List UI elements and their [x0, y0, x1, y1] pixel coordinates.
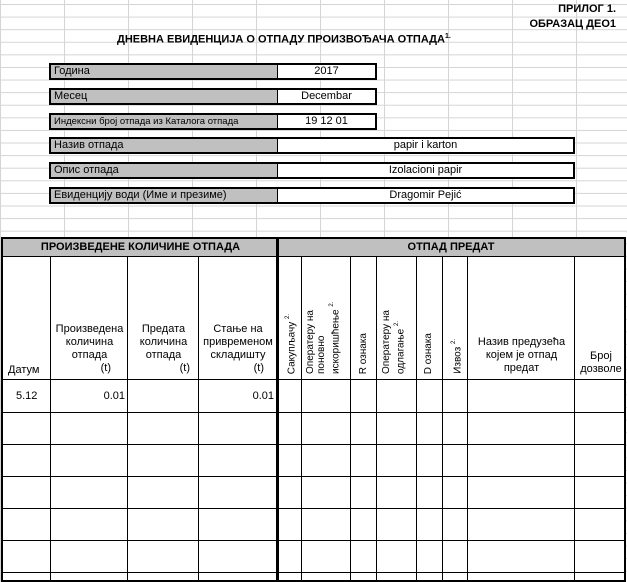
column-divider [467, 256, 468, 580]
keeper-row [49, 187, 575, 204]
row-line [3, 412, 624, 413]
column-divider [416, 256, 417, 580]
document-title-text: ДНЕВНА ЕВИДЕНЦИЈА О ОТПАДУ ПРОИЗВОЂАЧА ОТПАДА [117, 33, 445, 46]
r-mark-column-header: R ознака [358, 332, 369, 374]
column-divider [198, 256, 199, 580]
disposal-operator-footnote: 2. [394, 320, 400, 326]
handed-group-header: ОТПАД ПРЕДАТ [278, 239, 624, 257]
disposal-operator-header-text: Оператеру на одлагање [381, 310, 407, 374]
stock-header-text: Стање на привременом складишту [203, 323, 273, 361]
waste-name-row [49, 137, 575, 154]
row1-date[interactable]: 5.12 [16, 390, 38, 402]
description-field[interactable]: Izolacioni papir [277, 164, 573, 177]
date-column-header: Датум [8, 364, 40, 376]
row-line [3, 444, 624, 445]
produced-unit: (t) [100, 362, 111, 374]
year-field[interactable]: 2017 [277, 65, 375, 78]
reuse-operator-footnote: 2. [329, 301, 335, 307]
stock-unit: (t) [253, 362, 264, 374]
export-header-text: Извоз [452, 346, 464, 374]
annex-header [529, 2, 616, 32]
month-label: Месец [51, 90, 277, 103]
column-divider [376, 256, 377, 580]
row1-stock[interactable]: 0.01 [252, 390, 274, 402]
collector-column-header [283, 314, 297, 374]
index-row [49, 113, 377, 130]
row1-produced[interactable]: 0.01 [103, 390, 125, 402]
form-label: ОБРАЗАЦ ДЕО1 [529, 18, 616, 30]
waste-records-table [1, 237, 626, 582]
collector-footnote: 2. [285, 313, 291, 319]
row-line [3, 508, 624, 509]
collector-header-text: Сакупљачу [286, 321, 298, 374]
waste-name-field[interactable]: papir i karton [277, 139, 573, 152]
column-divider [442, 256, 443, 580]
handed-header-text: Предата количина отпада [139, 323, 188, 361]
company-column-header: Назив предузећа којем је отпад предат [477, 336, 566, 374]
export-footnote: 2. [451, 339, 457, 345]
header-bottom-line [3, 379, 624, 380]
column-divider [301, 256, 302, 580]
row-line [3, 476, 624, 477]
month-row [49, 88, 377, 105]
export-column-header [449, 339, 463, 374]
description-row [49, 162, 575, 179]
reuse-operator-column-header [305, 286, 345, 374]
waste-name-label: Назив отпада [51, 139, 277, 152]
keeper-field[interactable]: Dragomir Pejić [277, 189, 573, 202]
column-divider [350, 256, 351, 580]
stock-column-header [200, 323, 276, 375]
column-divider [127, 256, 128, 580]
produced-header-text: Произведена количина отпада [55, 323, 124, 361]
row-line [3, 572, 624, 573]
description-label: Опис отпада [51, 164, 277, 177]
handed-unit: (t) [179, 362, 190, 374]
year-label: Година [51, 65, 277, 78]
disposal-operator-column-header [381, 286, 411, 374]
permit-column-header: Број дозволе [580, 350, 622, 375]
keeper-label: Евиденцију води (Име и презиме) [51, 189, 277, 202]
produced-column-header [52, 323, 127, 375]
handed-column-header [129, 323, 198, 375]
month-field[interactable]: Decembar [277, 90, 375, 103]
document-title [117, 33, 451, 46]
index-field[interactable]: 19 12 01 [277, 115, 375, 128]
column-divider [574, 256, 575, 580]
produced-group-header: ПРОИЗВЕДЕНЕ КОЛИЧИНЕ ОТПАДА [3, 239, 278, 257]
row-line [3, 540, 624, 541]
reuse-operator-header-text: Оператеру на поновно искоришћење [305, 309, 342, 374]
index-label: Индексни број отпада из Каталога отпада [51, 115, 277, 128]
column-divider [50, 256, 51, 580]
annex-label: ПРИЛОГ 1. [558, 3, 616, 15]
year-row [49, 63, 377, 80]
group-divider [276, 239, 279, 580]
d-mark-column-header: D ознака [423, 332, 434, 374]
title-footnote: 1. [444, 33, 451, 40]
